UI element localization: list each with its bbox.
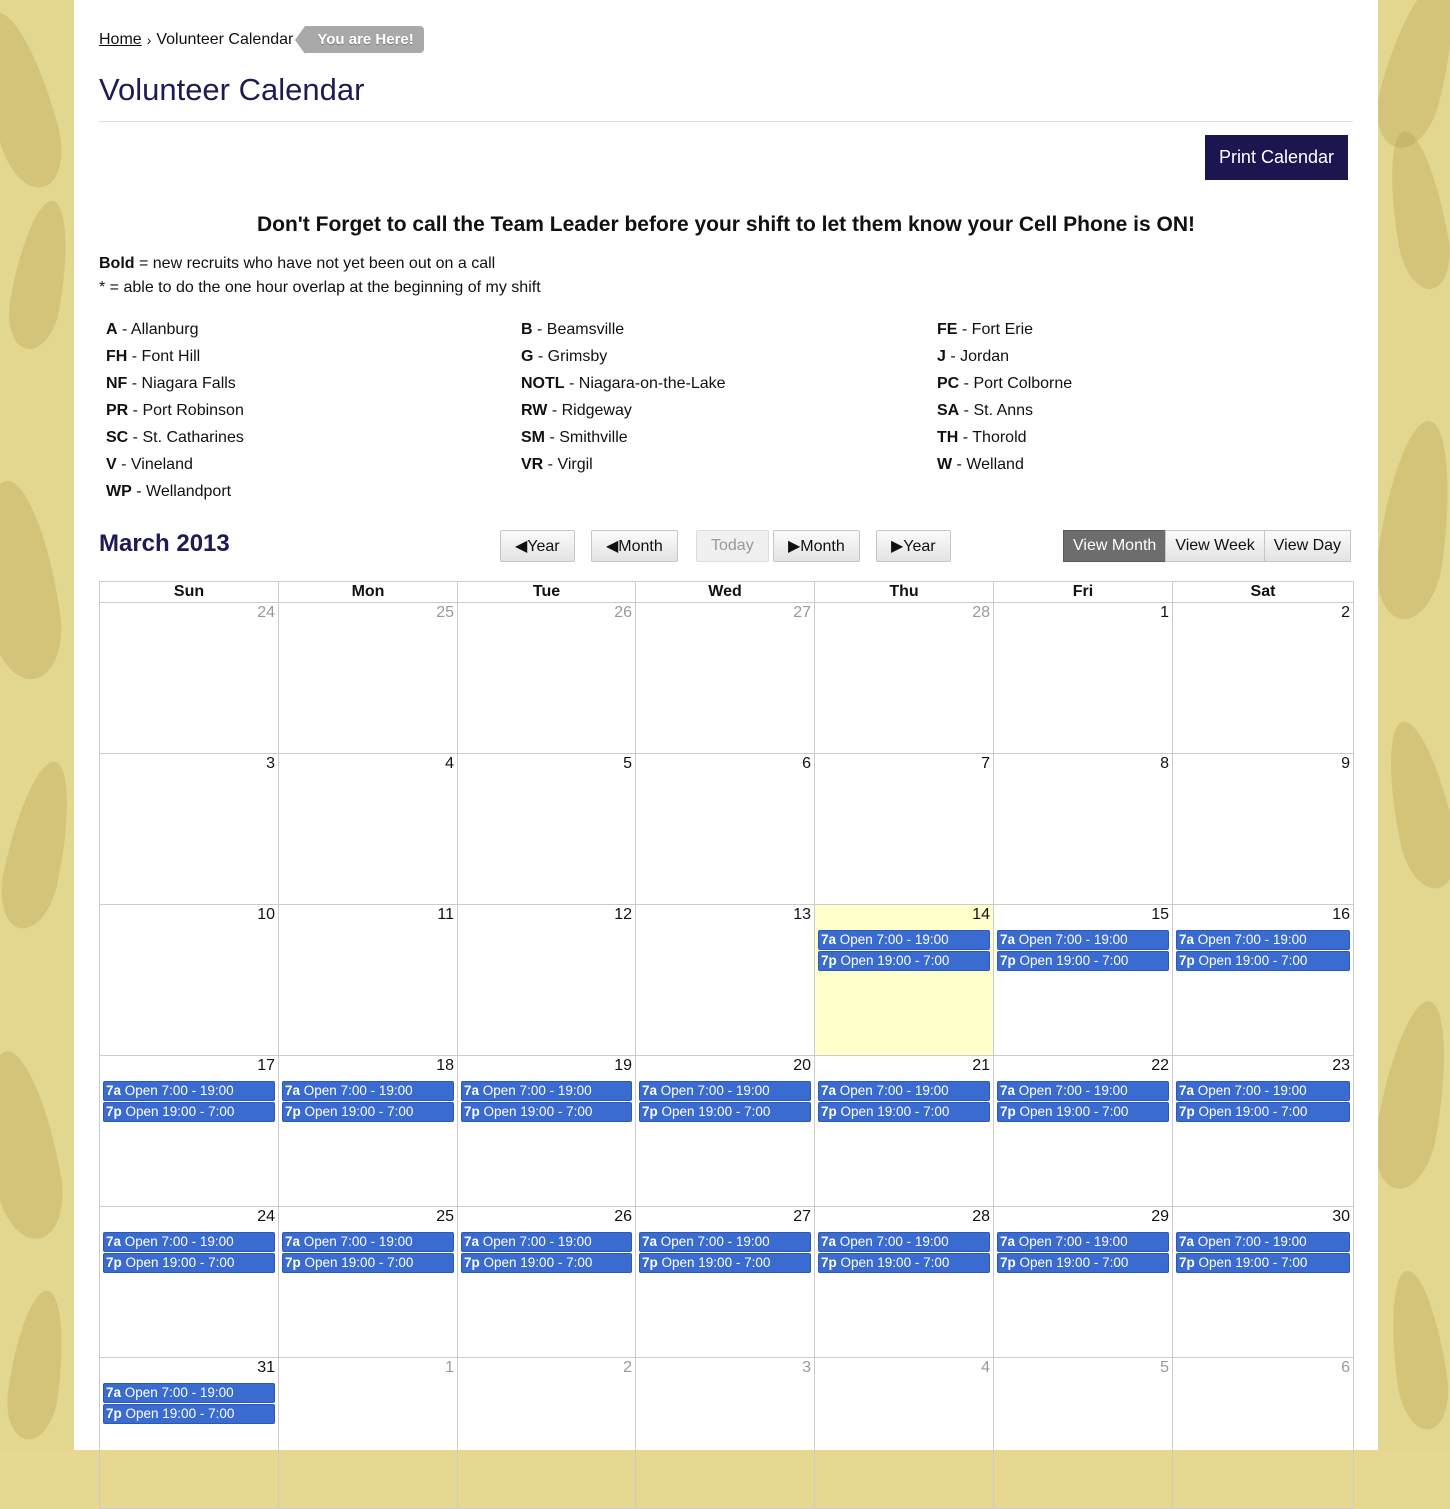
day-cell[interactable] bbox=[815, 754, 994, 905]
shift-text: Open 7:00 - 19:00 bbox=[836, 1083, 949, 1098]
breadcrumb-separator: › bbox=[146, 31, 152, 48]
prev-month-button[interactable]: ◀Month bbox=[591, 530, 678, 562]
night-shift-event[interactable] bbox=[1176, 1253, 1350, 1273]
content-page bbox=[74, 0, 1378, 1450]
day-cell[interactable] bbox=[458, 754, 636, 905]
location-item: NOTL - Niagara-on-the-Lake bbox=[521, 375, 726, 392]
day-cell[interactable] bbox=[100, 754, 279, 905]
location-item: J - Jordan bbox=[937, 348, 1010, 365]
shift-text: Open 19:00 - 7:00 bbox=[1194, 1255, 1308, 1270]
day-number[interactable]: 31 bbox=[257, 1359, 275, 1376]
day-shift-event[interactable] bbox=[461, 1081, 632, 1101]
night-shift-event[interactable] bbox=[639, 1102, 811, 1122]
day-number[interactable]: 12 bbox=[614, 906, 632, 923]
week-row bbox=[100, 754, 1354, 905]
week-row bbox=[100, 1207, 1354, 1358]
location-name: Smithville bbox=[559, 429, 628, 446]
day-number[interactable]: 3 bbox=[266, 755, 275, 772]
day-number[interactable]: 14 bbox=[972, 906, 990, 923]
shift-code: 7p bbox=[464, 1255, 480, 1270]
shift-text: Open 7:00 - 19:00 bbox=[121, 1083, 234, 1098]
week-row bbox=[100, 1358, 1354, 1509]
location-name: Allanburg bbox=[130, 321, 199, 338]
location-item: FE - Fort Erie bbox=[937, 321, 1034, 338]
day-number[interactable]: 23 bbox=[1332, 1057, 1350, 1074]
shift-code: 7a bbox=[285, 1083, 301, 1098]
night-shift-event[interactable] bbox=[103, 1102, 275, 1122]
day-cell[interactable] bbox=[636, 754, 815, 905]
shift-text: Open 19:00 - 7:00 bbox=[479, 1255, 593, 1270]
day-shift-event[interactable] bbox=[282, 1232, 454, 1252]
day-cell[interactable] bbox=[100, 1358, 279, 1509]
day-cell[interactable] bbox=[458, 1056, 636, 1207]
shift-code: 7p bbox=[642, 1255, 658, 1270]
location-name: Port Robinson bbox=[142, 402, 244, 419]
location-code: SM bbox=[521, 429, 545, 446]
location-item: W - Welland bbox=[937, 456, 1024, 473]
location-name: St. Anns bbox=[973, 402, 1034, 419]
night-shift-event[interactable] bbox=[997, 1102, 1169, 1122]
shift-text: Open 7:00 - 19:00 bbox=[657, 1083, 770, 1098]
location-code: J bbox=[937, 348, 946, 365]
day-cell[interactable] bbox=[636, 905, 815, 1056]
shift-code: 7p bbox=[1179, 953, 1195, 968]
day-shift-event[interactable] bbox=[282, 1081, 454, 1101]
shift-text: Open 19:00 - 7:00 bbox=[657, 1104, 771, 1119]
day-number[interactable]: 15 bbox=[1151, 906, 1169, 923]
location-item: RW - Ridgeway bbox=[521, 402, 632, 419]
shift-code: 7a bbox=[106, 1385, 122, 1400]
day-cell[interactable] bbox=[1173, 754, 1354, 905]
prev-year-button[interactable]: ◀Year bbox=[500, 530, 575, 562]
shift-code: 7a bbox=[285, 1234, 301, 1249]
location-item: PC - Port Colborne bbox=[937, 375, 1073, 392]
view-day-button[interactable]: View Day bbox=[1264, 530, 1351, 562]
shift-code: 7p bbox=[106, 1104, 122, 1119]
shift-code: 7p bbox=[106, 1255, 122, 1270]
month-calendar bbox=[99, 581, 1354, 1509]
shift-code: 7p bbox=[1000, 1255, 1016, 1270]
night-shift-event[interactable] bbox=[818, 1253, 990, 1273]
location-name: Jordan bbox=[960, 348, 1010, 365]
shift-text: Open 19:00 - 7:00 bbox=[1015, 1104, 1129, 1119]
shift-text: Open 7:00 - 19:00 bbox=[479, 1234, 592, 1249]
location-item: SA - St. Anns bbox=[937, 402, 1034, 419]
week-row bbox=[100, 905, 1354, 1056]
calendar-body bbox=[100, 603, 1354, 1509]
location-name: Virgil bbox=[557, 456, 593, 473]
day-cell[interactable] bbox=[458, 1207, 636, 1358]
day-shift-event[interactable] bbox=[997, 1232, 1169, 1252]
day-number[interactable]: 4 bbox=[445, 755, 454, 772]
week-row bbox=[100, 1056, 1354, 1207]
weekday-label: Fri bbox=[994, 582, 1173, 603]
weekday-label: Mon bbox=[279, 582, 458, 603]
location-item: WP - Wellandport bbox=[106, 483, 232, 500]
shift-code: 7a bbox=[464, 1234, 480, 1249]
day-shift-event[interactable] bbox=[1176, 1232, 1350, 1252]
location-item: A - Allanburg bbox=[106, 321, 199, 338]
breadcrumb-home-link[interactable]: Home bbox=[99, 30, 142, 48]
day-cell[interactable] bbox=[815, 603, 994, 754]
day-number[interactable]: 26 bbox=[614, 1208, 632, 1225]
location-code: FH bbox=[106, 348, 128, 365]
shift-text: Open 19:00 - 7:00 bbox=[1194, 1104, 1308, 1119]
shift-code: 7a bbox=[1000, 1083, 1016, 1098]
day-shift-event[interactable] bbox=[103, 1383, 275, 1403]
day-cell[interactable] bbox=[1173, 1207, 1354, 1358]
day-number[interactable]: 24 bbox=[257, 604, 275, 621]
day-shift-event[interactable] bbox=[818, 1232, 990, 1252]
night-shift-event[interactable] bbox=[818, 951, 990, 971]
shift-code: 7p bbox=[821, 953, 837, 968]
weekday-header bbox=[100, 581, 1354, 603]
shift-code: 7p bbox=[1179, 1255, 1195, 1270]
location-code: SC bbox=[106, 429, 129, 446]
view-week-button[interactable]: View Week bbox=[1165, 530, 1264, 562]
location-name: Font Hill bbox=[141, 348, 201, 365]
location-item: SC - St. Catharines bbox=[106, 429, 244, 446]
day-cell[interactable] bbox=[815, 1056, 994, 1207]
day-cell[interactable] bbox=[279, 1358, 458, 1509]
day-number[interactable]: 9 bbox=[1341, 755, 1350, 772]
day-number[interactable]: 10 bbox=[257, 906, 275, 923]
shift-code: 7p bbox=[1179, 1104, 1195, 1119]
day-shift-event[interactable] bbox=[818, 930, 990, 950]
location-name: Fort Erie bbox=[971, 321, 1034, 338]
night-shift-event[interactable] bbox=[1176, 1102, 1350, 1122]
day-shift-event[interactable] bbox=[639, 1232, 811, 1252]
day-cell-today[interactable] bbox=[815, 905, 994, 1056]
location-code: RW bbox=[521, 402, 548, 419]
day-cell[interactable] bbox=[636, 1056, 815, 1207]
location-code: SA bbox=[937, 402, 960, 419]
night-shift-event[interactable] bbox=[461, 1102, 632, 1122]
day-number[interactable]: 7 bbox=[981, 755, 990, 772]
location-code: A bbox=[106, 321, 118, 338]
day-cell[interactable] bbox=[994, 603, 1173, 754]
week-row bbox=[100, 603, 1354, 754]
location-legend bbox=[106, 319, 1354, 503]
you-are-here-tag: You are Here! bbox=[305, 26, 423, 53]
location-item: TH - Thorold bbox=[937, 429, 1027, 446]
shift-code: 7p bbox=[821, 1104, 837, 1119]
location-code: VR bbox=[521, 456, 544, 473]
day-shift-event[interactable] bbox=[1176, 1081, 1350, 1101]
legend-star-line: * = able to do the one hour overlap at the beginning of my shift bbox=[99, 279, 541, 296]
shift-code: 7p bbox=[642, 1104, 658, 1119]
location-code: PC bbox=[937, 375, 960, 392]
day-cell[interactable] bbox=[279, 754, 458, 905]
shift-code: 7a bbox=[642, 1083, 658, 1098]
location-name: Niagara Falls bbox=[141, 375, 236, 392]
day-number[interactable]: 5 bbox=[1160, 1359, 1169, 1376]
location-item: NF - Niagara Falls bbox=[106, 375, 236, 392]
shift-code: 7a bbox=[464, 1083, 480, 1098]
night-shift-event[interactable] bbox=[997, 1253, 1169, 1273]
shift-code: 7a bbox=[1179, 932, 1195, 947]
day-cell[interactable] bbox=[100, 603, 279, 754]
location-name: Ridgeway bbox=[561, 402, 632, 419]
location-name: St. Catharines bbox=[142, 429, 244, 446]
location-item: V - Vineland bbox=[106, 456, 193, 473]
location-code: NOTL bbox=[521, 375, 565, 392]
shift-code: 7p bbox=[821, 1255, 837, 1270]
day-cell[interactable] bbox=[100, 1207, 279, 1358]
shift-code: 7a bbox=[1179, 1234, 1195, 1249]
day-cell[interactable] bbox=[279, 1056, 458, 1207]
day-cell[interactable] bbox=[100, 1056, 279, 1207]
day-number[interactable]: 25 bbox=[436, 1208, 454, 1225]
location-name: Niagara-on-the-Lake bbox=[578, 375, 726, 392]
shift-text: Open 19:00 - 7:00 bbox=[1194, 953, 1308, 968]
day-number[interactable]: 22 bbox=[1151, 1057, 1169, 1074]
shift-text: Open 7:00 - 19:00 bbox=[657, 1234, 770, 1249]
shift-code: 7p bbox=[285, 1255, 301, 1270]
day-cell[interactable] bbox=[636, 603, 815, 754]
day-cell[interactable] bbox=[1173, 1358, 1354, 1509]
view-month-button[interactable]: View Month bbox=[1063, 530, 1166, 562]
location-item: G - Grimsby bbox=[521, 348, 608, 365]
day-cell[interactable] bbox=[994, 1207, 1173, 1358]
day-shift-event[interactable] bbox=[461, 1232, 632, 1252]
day-cell[interactable] bbox=[636, 1358, 815, 1509]
day-cell[interactable] bbox=[994, 905, 1173, 1056]
day-number[interactable]: 19 bbox=[614, 1057, 632, 1074]
shift-code: 7a bbox=[821, 932, 837, 947]
day-number[interactable]: 27 bbox=[793, 1208, 811, 1225]
breadcrumb-current: Volunteer Calendar bbox=[156, 30, 294, 48]
shift-text: Open 7:00 - 19:00 bbox=[1194, 932, 1307, 947]
breadcrumb bbox=[99, 26, 424, 53]
day-number[interactable]: 26 bbox=[614, 604, 632, 621]
weekday-label: Wed bbox=[636, 582, 815, 603]
shift-text: Open 19:00 - 7:00 bbox=[121, 1104, 235, 1119]
day-cell[interactable] bbox=[279, 1207, 458, 1358]
weekday-label: Sat bbox=[1173, 582, 1354, 603]
shift-code: 7a bbox=[821, 1234, 837, 1249]
shift-text: Open 7:00 - 19:00 bbox=[836, 932, 949, 947]
day-shift-event[interactable] bbox=[103, 1232, 275, 1252]
location-code: V bbox=[106, 456, 117, 473]
day-number[interactable]: 27 bbox=[793, 604, 811, 621]
shift-code: 7p bbox=[106, 1406, 122, 1421]
shift-text: Open 7:00 - 19:00 bbox=[121, 1385, 234, 1400]
print-calendar-button[interactable]: Print Calendar bbox=[1205, 135, 1348, 180]
location-code: WP bbox=[106, 483, 132, 500]
day-cell[interactable] bbox=[458, 603, 636, 754]
shift-text: Open 7:00 - 19:00 bbox=[1015, 1083, 1128, 1098]
night-shift-event[interactable] bbox=[639, 1253, 811, 1273]
shift-text: Open 7:00 - 19:00 bbox=[1194, 1234, 1307, 1249]
day-cell[interactable] bbox=[994, 1358, 1173, 1509]
location-code: B bbox=[521, 321, 533, 338]
day-cell[interactable] bbox=[279, 603, 458, 754]
day-number[interactable]: 28 bbox=[972, 604, 990, 621]
location-item: FH - Font Hill bbox=[106, 348, 201, 365]
day-number[interactable]: 1 bbox=[1160, 604, 1169, 621]
right-decorative-border bbox=[1378, 0, 1450, 1450]
shift-code: 7a bbox=[1000, 932, 1016, 947]
day-cell[interactable] bbox=[636, 1207, 815, 1358]
day-cell[interactable] bbox=[458, 1358, 636, 1509]
location-code: TH bbox=[937, 429, 959, 446]
night-shift-event[interactable] bbox=[461, 1253, 632, 1273]
location-name: Vineland bbox=[130, 456, 193, 473]
day-number[interactable]: 17 bbox=[257, 1057, 275, 1074]
night-shift-event[interactable] bbox=[282, 1253, 454, 1273]
day-number[interactable]: 20 bbox=[793, 1057, 811, 1074]
shift-code: 7a bbox=[106, 1234, 122, 1249]
day-cell[interactable] bbox=[815, 1358, 994, 1509]
shift-text: Open 19:00 - 7:00 bbox=[836, 1255, 950, 1270]
shift-text: Open 7:00 - 19:00 bbox=[1015, 932, 1128, 947]
month-title: March 2013 bbox=[99, 530, 230, 557]
day-number[interactable]: 2 bbox=[623, 1359, 632, 1376]
weekday-label: Sun bbox=[100, 582, 279, 603]
shift-text: Open 19:00 - 7:00 bbox=[300, 1104, 414, 1119]
day-number[interactable]: 6 bbox=[1341, 1359, 1350, 1376]
shift-text: Open 19:00 - 7:00 bbox=[1015, 953, 1129, 968]
day-cell[interactable] bbox=[1173, 1056, 1354, 1207]
shift-code: 7a bbox=[1000, 1234, 1016, 1249]
legend-bold-line bbox=[99, 255, 495, 273]
location-code: FE bbox=[937, 321, 958, 338]
day-cell[interactable] bbox=[815, 1207, 994, 1358]
shift-text: Open 19:00 - 7:00 bbox=[1015, 1255, 1129, 1270]
today-button[interactable]: Today bbox=[696, 530, 769, 562]
location-code: PR bbox=[106, 402, 129, 419]
day-number[interactable]: 11 bbox=[437, 906, 454, 923]
location-name: Wellandport bbox=[146, 483, 232, 500]
shift-text: Open 7:00 - 19:00 bbox=[121, 1234, 234, 1249]
day-cell[interactable] bbox=[1173, 603, 1354, 754]
day-number[interactable]: 5 bbox=[623, 755, 632, 772]
night-shift-event[interactable] bbox=[282, 1102, 454, 1122]
day-shift-event[interactable] bbox=[1176, 930, 1350, 950]
legend-bold-text: = new recruits who have not yet been out on a call bbox=[134, 255, 496, 272]
location-item: VR - Virgil bbox=[521, 456, 593, 473]
team-leader-notice: Don't Forget to call the Team Leader before your shift to let them know your Cell Phone is ON! bbox=[256, 213, 1196, 236]
shift-text: Open 19:00 - 7:00 bbox=[836, 953, 950, 968]
day-number[interactable]: 29 bbox=[1151, 1208, 1169, 1225]
shift-text: Open 19:00 - 7:00 bbox=[657, 1255, 771, 1270]
day-shift-event[interactable] bbox=[997, 930, 1169, 950]
view-switcher bbox=[1064, 530, 1351, 562]
day-cell[interactable] bbox=[458, 905, 636, 1056]
day-number[interactable]: 18 bbox=[436, 1057, 454, 1074]
day-number[interactable]: 30 bbox=[1332, 1208, 1350, 1225]
night-shift-event[interactable] bbox=[103, 1404, 275, 1424]
shift-code: 7p bbox=[1000, 1104, 1016, 1119]
shift-text: Open 19:00 - 7:00 bbox=[479, 1104, 593, 1119]
location-name: Beamsville bbox=[546, 321, 625, 338]
shift-code: 7a bbox=[642, 1234, 658, 1249]
next-month-button[interactable]: ▶Month bbox=[773, 530, 860, 562]
day-number[interactable]: 16 bbox=[1332, 906, 1350, 923]
day-number[interactable]: 28 bbox=[972, 1208, 990, 1225]
title-divider bbox=[99, 121, 1353, 122]
location-name: Port Colborne bbox=[973, 375, 1073, 392]
weekday-label: Thu bbox=[815, 582, 994, 603]
day-cell[interactable] bbox=[994, 754, 1173, 905]
location-name: Welland bbox=[966, 456, 1024, 473]
day-number[interactable]: 24 bbox=[257, 1208, 275, 1225]
shift-code: 7p bbox=[1000, 953, 1016, 968]
shift-text: Open 19:00 - 7:00 bbox=[300, 1255, 414, 1270]
day-shift-event[interactable] bbox=[103, 1081, 275, 1101]
location-code: G bbox=[521, 348, 534, 365]
legend-bold-label: Bold bbox=[99, 255, 135, 272]
day-number[interactable]: 3 bbox=[802, 1359, 811, 1376]
shift-text: Open 19:00 - 7:00 bbox=[121, 1406, 235, 1421]
shift-code: 7a bbox=[1179, 1083, 1195, 1098]
shift-code: 7a bbox=[106, 1083, 122, 1098]
shift-code: 7p bbox=[464, 1104, 480, 1119]
day-cell[interactable] bbox=[1173, 905, 1354, 1056]
shift-text: Open 19:00 - 7:00 bbox=[836, 1104, 950, 1119]
day-cell[interactable] bbox=[994, 1056, 1173, 1207]
day-number[interactable]: 8 bbox=[1160, 755, 1169, 772]
day-number[interactable]: 25 bbox=[436, 604, 454, 621]
location-name: Thorold bbox=[972, 429, 1027, 446]
weekday-label: Tue bbox=[458, 582, 636, 603]
day-shift-event[interactable] bbox=[997, 1081, 1169, 1101]
night-shift-event[interactable] bbox=[103, 1253, 275, 1273]
location-code: NF bbox=[106, 375, 128, 392]
night-shift-event[interactable] bbox=[997, 951, 1169, 971]
day-number[interactable]: 2 bbox=[1341, 604, 1350, 621]
shift-text: Open 7:00 - 19:00 bbox=[1194, 1083, 1307, 1098]
day-number[interactable]: 4 bbox=[981, 1359, 990, 1376]
day-number[interactable]: 21 bbox=[972, 1057, 990, 1074]
location-item: PR - Port Robinson bbox=[106, 402, 244, 419]
night-shift-event[interactable] bbox=[818, 1102, 990, 1122]
left-decorative-border bbox=[0, 0, 74, 1450]
shift-text: Open 7:00 - 19:00 bbox=[300, 1083, 413, 1098]
day-cell[interactable] bbox=[100, 905, 279, 1056]
shift-text: Open 7:00 - 19:00 bbox=[479, 1083, 592, 1098]
day-shift-event[interactable] bbox=[639, 1081, 811, 1101]
night-shift-event[interactable] bbox=[1176, 951, 1350, 971]
shift-text: Open 19:00 - 7:00 bbox=[121, 1255, 235, 1270]
shift-text: Open 7:00 - 19:00 bbox=[300, 1234, 413, 1249]
shift-code: 7a bbox=[821, 1083, 837, 1098]
day-number[interactable]: 6 bbox=[802, 755, 811, 772]
shift-text: Open 7:00 - 19:00 bbox=[836, 1234, 949, 1249]
day-shift-event[interactable] bbox=[818, 1081, 990, 1101]
shift-code: 7p bbox=[285, 1104, 301, 1119]
page-title: Volunteer Calendar bbox=[99, 72, 365, 107]
next-year-button[interactable]: ▶Year bbox=[876, 530, 951, 562]
location-name: Grimsby bbox=[547, 348, 608, 365]
day-number[interactable]: 13 bbox=[793, 906, 811, 923]
day-number[interactable]: 1 bbox=[445, 1359, 454, 1376]
location-item: SM - Smithville bbox=[521, 429, 628, 446]
location-item: B - Beamsville bbox=[521, 321, 625, 338]
day-cell[interactable] bbox=[279, 905, 458, 1056]
location-code: W bbox=[937, 456, 953, 473]
shift-text: Open 7:00 - 19:00 bbox=[1015, 1234, 1128, 1249]
